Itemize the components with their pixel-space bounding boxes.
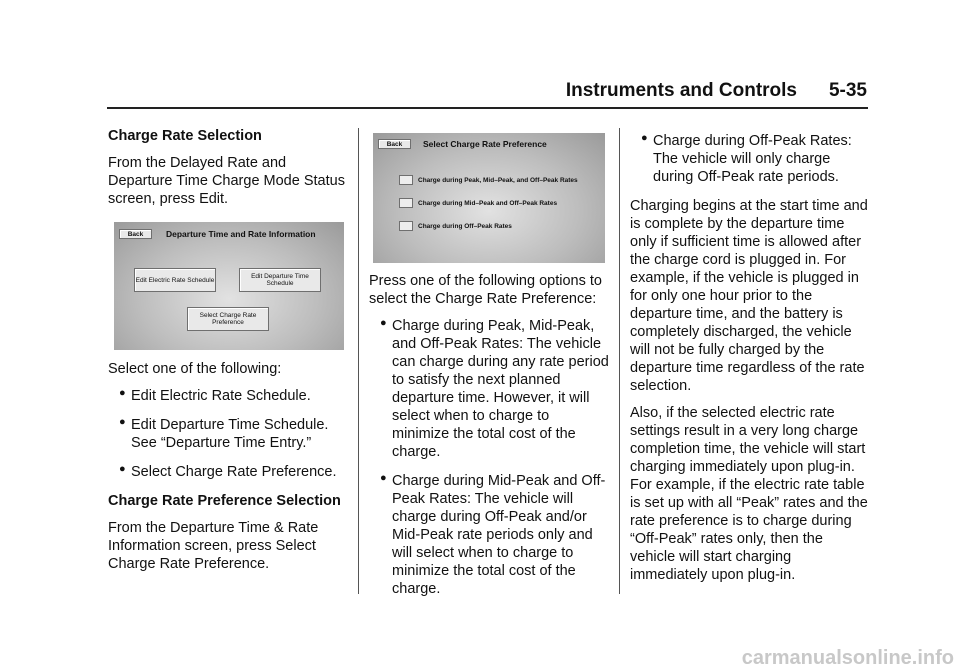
screen-title: Select Charge Rate Preference — [423, 139, 547, 149]
page-header — [563, 80, 867, 108]
column-1 — [108, 127, 348, 217]
column-divider — [619, 128, 620, 594]
page-number: 5-35 — [828, 80, 867, 101]
list-item: ● Charge during Peak, Mid-Peak, and Off-Peak Rates: The vehicle can charge during any rate period to satisfy the next planned departure time. However, it will select when to charge to minimize the total cost of the charge. — [369, 317, 609, 461]
bullet-icon: ● — [119, 387, 126, 399]
paragraph: Select one of the following: — [108, 361, 282, 377]
list-item: ● Charge during Off-Peak Rates: The vehicle will only charge during Off-Peak rate periods. — [630, 132, 870, 186]
column-3 — [630, 132, 870, 593]
option-label: Charge during Peak, Mid–Peak, and Off–Peak Rates — [418, 177, 578, 184]
option-label: Charge during Mid–Peak and Off–Peak Rates — [418, 200, 558, 207]
option-checkbox — [399, 198, 413, 208]
paragraph: From the Delayed Rate and Departure Time Charge Mode Status screen, press Edit. — [108, 155, 345, 207]
back-button: Back — [378, 139, 411, 149]
select-charge-pref-button: Select Charge Rate Preference — [187, 307, 269, 331]
option-checkbox — [399, 221, 413, 231]
screen-title: Departure Time and Rate Information — [166, 229, 316, 239]
bullet-icon: ● — [380, 472, 387, 484]
column-2 — [369, 272, 609, 609]
paragraph: Also, if the selected electric rate settings result in a very long charge completion time, the vehicle will start charging immediately upon plug-in. For example, if the electric rate table is set up with all “Peak” rates and the rate preference is to charge during “Off-Peak” rates only, then the vehicle will start charging immediately upon plug-in. — [630, 405, 868, 583]
column-1-lower — [108, 360, 348, 582]
option-checkbox — [399, 175, 413, 185]
heading-rate-preference-selection: Charge Rate Preference Selection — [108, 493, 341, 509]
bullet-icon: ● — [380, 317, 387, 329]
option-label: Charge during Off–Peak Rates — [418, 223, 512, 230]
section-title: Instruments and Controls — [565, 80, 797, 101]
back-button: Back — [119, 229, 152, 239]
header-rule — [107, 107, 868, 109]
edit-rate-schedule-button: Edit Electric Rate Schedule — [134, 268, 216, 292]
watermark: carmanualsonline.info — [741, 647, 954, 669]
bullet-icon: ● — [641, 132, 648, 144]
bullet-icon: ● — [119, 416, 126, 428]
departure-rate-info-screen-image — [114, 222, 344, 350]
heading-charge-rate-selection: Charge Rate Selection — [108, 128, 262, 144]
charge-rate-pref-screen-image — [373, 133, 605, 263]
bullet-icon: ● — [119, 463, 126, 475]
list-item: ● Select Charge Rate Preference. — [108, 463, 348, 481]
paragraph: Press one of the following options to select the Charge Rate Preference: — [369, 273, 602, 307]
edit-departure-schedule-button: Edit Departure Time Schedule — [239, 268, 321, 292]
list-item: ● Edit Departure Time Schedule. See “Departure Time Entry.” — [108, 416, 348, 452]
column-divider — [358, 128, 359, 594]
paragraph: From the Departure Time & Rate Information screen, press Select Charge Rate Preference. — [108, 520, 319, 572]
paragraph: Charging begins at the start time and is complete by the departure time only if sufficient time is allowed after the charge cord is plugged in. For example, if the vehicle is plugged in for only one hour prior to the departure time, and the battery is completely discharged, the vehicle will not be fully charged by the departure time regardless of the rate selection. — [630, 198, 868, 394]
list-item: ● Charge during Mid-Peak and Off-Peak Rates: The vehicle will charge during Off-Peak and/or Mid-Peak rate periods only and will select when to charge to minimize the total cost of the charge. — [369, 472, 609, 598]
list-item: ● Edit Electric Rate Schedule. — [108, 387, 348, 405]
